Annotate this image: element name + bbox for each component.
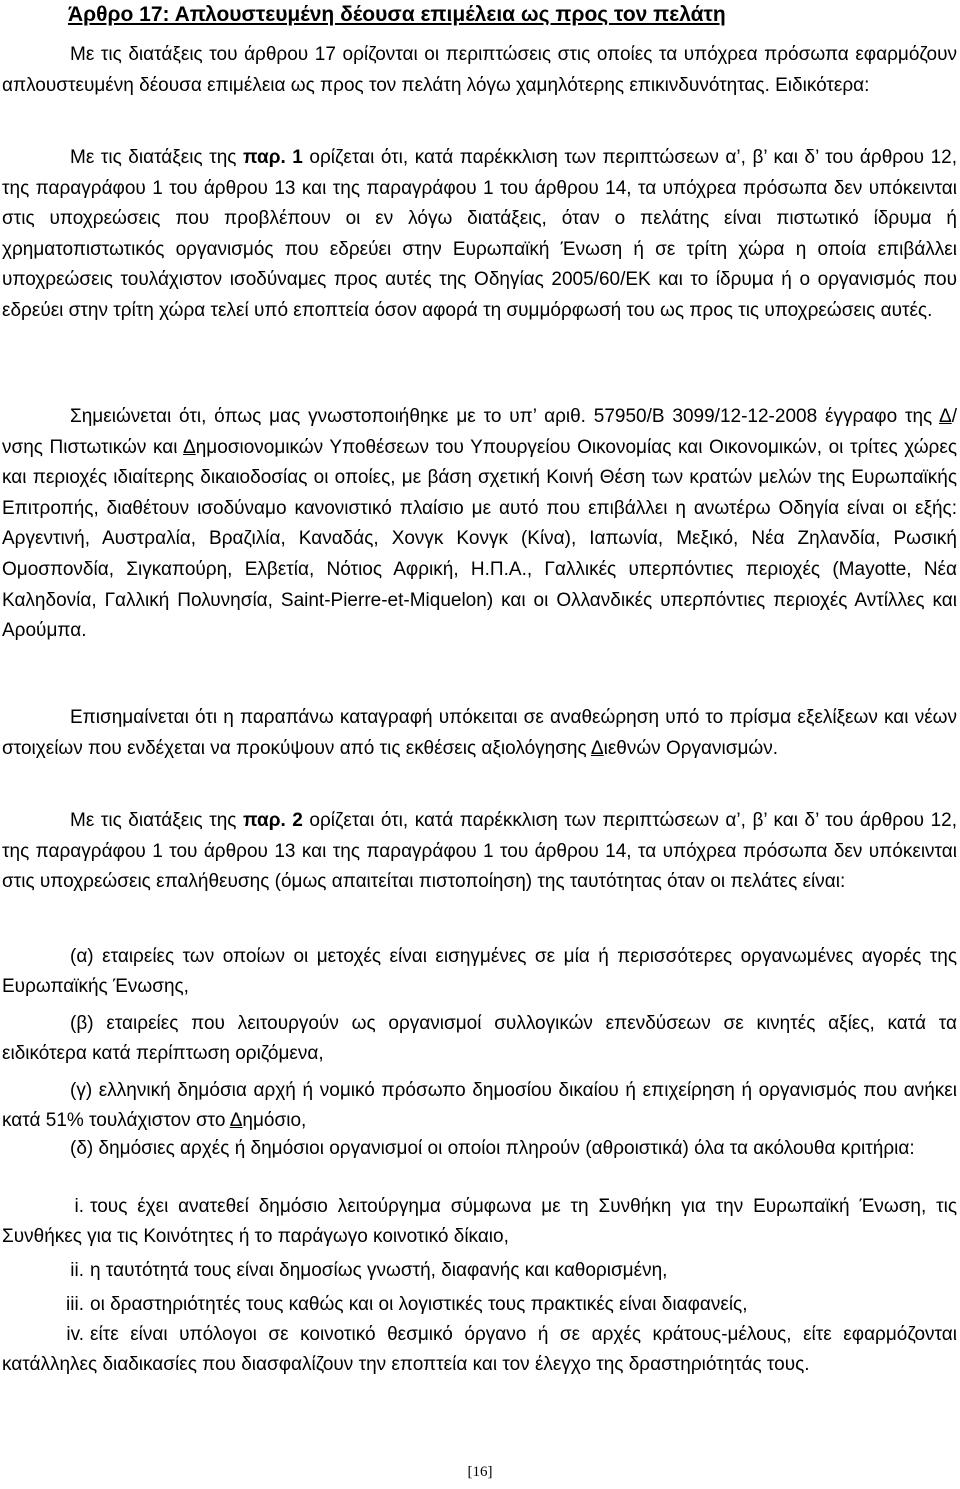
paragraph-third-countries — [2, 402, 957, 647]
criterion-iv-text: είτε είναι υπόλογοι σε κοινοτικό θεσμικό όργανο ή σε αρχές κράτους-μέλους, είτε εφαρμόζονται κατάλληλες διαδικασίες που διασφαλίζουν την εποπτεία και τον έλεγχο της δραστηριότητάς τους. — [2, 1324, 957, 1375]
criterion-ii — [2, 1256, 957, 1286]
criterion-iii-num: iii. — [66, 1294, 84, 1315]
list-item-c — [2, 1076, 957, 1136]
criterion-iv — [2, 1320, 957, 1380]
rev-part2: ιεθνών Οργανισμών. — [603, 737, 779, 759]
criterion-ii-num: ii. — [70, 1260, 84, 1281]
intro-paragraph: Με τις διατάξεις του άρθρου 17 ορίζονται οι περιπτώσεις στις οποίες τα υπόχρεα πρόσωπα εφαρμόζουν απλουστευμένη δέουσα επιμέλεια ως προς τον πελάτη λόγω χαμηλότερης επικινδυνότητας. Ειδικότερα: — [2, 44, 957, 96]
criterion-ii-text: η ταυτότητά τους είναι δημοσίως γνωστή, διαφανής και καθορισμένη, — [90, 1260, 668, 1281]
par2-text: ορίζεται ότι, κατά παρέκκλιση των περιπτώσεων α’, β’ και δ’ του άρθρου 12, της παραγράφου 1 του άρθρου 13 και της παραγράφου 1 του άρθρου 14, τα υπόχρεα πρόσωπα δεν υπόκεινται στις υποχρεώσεις επαλήθευσης (όμως απαιτείται πιστοποίηση) της ταυτότητας όταν οι πελάτες είναι: — [2, 810, 957, 893]
criterion-iv-num: iv. — [66, 1324, 84, 1345]
tc-underlined-d2: Δ — [183, 436, 196, 458]
item-c-underlined-d: Δ — [229, 1110, 243, 1131]
item-c-part1: (γ) ελληνική δημόσια αρχή ή νομικό πρόσωπο δημοσίου δικαίου ή επιχείρηση ή οργανισμός που ανήκει κατά 51% τουλάχιστον στο — [2, 1080, 957, 1131]
paragraph-par2 — [2, 806, 957, 898]
criterion-i-text: τους έχει ανατεθεί δημόσιο λειτούργημα σύμφωνα με τη Συνθήκη για την Ευρωπαϊκή Ένωση, τις Συνθήκες για τις Κοινότητες ή το παράγωγο κοινοτικό δίκαιο, — [2, 1196, 957, 1247]
paragraph-revision-note — [2, 703, 957, 764]
par2-ref: παρ. 2 — [243, 810, 303, 831]
tc-part1: Σημειώνεται ότι, όπως μας γνωστοποιήθηκε με το υπ’ αριθ. 57950/Β 3099/12-12-2008 έγγραφο της — [70, 406, 940, 427]
par1-ref: παρ. 1 — [243, 147, 303, 168]
rev-part1: Επισημαίνεται ότι η παραπάνω καταγραφή υπόκειται σε αναθεώρηση υπό το πρίσμα εξελίξεων και νέων στοιχείων που ενδέχεται να προκύψουν από τις εκθέσεις αξιολόγησης — [2, 707, 957, 759]
rev-underlined-d: Δ — [590, 737, 604, 759]
par1-lead: Με τις διατάξεις της — [70, 147, 243, 168]
paragraph-par1 — [2, 143, 957, 327]
list-item-a: (α) εταιρείες των οποίων οι μετοχές είναι εισηγμένες σε μία ή περισσότερες οργανωμένες αγορές της Ευρωπαϊκής Ένωσης, — [2, 946, 957, 997]
criterion-i-num: i. — [74, 1196, 84, 1217]
list-item-b: (β) εταιρείες που λειτουργούν ως οργανισμοί συλλογικών επενδύσεων σε κινητές αξίες, κατά τα ειδικότερα κατά περίπτωση οριζόμενα, — [2, 1013, 957, 1064]
tc-underlined-d1: Δ — [939, 406, 952, 427]
par2-lead: Με τις διατάξεις της — [70, 810, 243, 831]
item-c-part2: ημόσιο, — [242, 1110, 307, 1131]
list-item-d: (δ) δημόσιες αρχές ή δημόσιοι οργανισμοί οι οποίοι πληρούν (αθροιστικά) όλα τα ακόλουθα κριτήρια: — [70, 1138, 915, 1159]
tc-part2: /νσης Πιστωτικών και — [2, 406, 957, 458]
criterion-i — [2, 1192, 957, 1252]
criterion-iii-text: οι δραστηριότητές τους καθώς και οι λογιστικές τους πρακτικές είναι διαφανείς, — [90, 1294, 748, 1315]
par1-text: ορίζεται ότι, κατά παρέκκλιση των περιπτώσεων α’, β’ και δ’ του άρθρου 12, της παραγράφου 1 του άρθρου 13 και της παραγράφου 1 του άρθρου 14, τα υπόχρεα πρόσωπα δεν υπόκεινται στις υποχρεώσεις που προβλέπουν οι εν λόγω διατάξεις, όταν ο πελάτης είναι πιστωτικό ίδρυμα ή χρηματοπιστωτικός οργανισμός που εδρεύει στην Ευρωπαϊκή Ένωση ή σε τρίτη χώρα η οποία επιβάλλει υποχρεώσεις τουλάχιστον ισοδύναμες προς αυτές της Οδηγίας 2005/60/ΕΚ και το ίδρυμα ή ο οργανισμός που εδρεύει στην τρίτη χώρα τελεί υπό εποπτεία όσον αφορά τη συμμόρφωσή του ως προς τις υποχρεώσεις αυτές. — [2, 147, 957, 321]
page-number: [16] — [467, 1464, 493, 1480]
article-title: Άρθρο 17: Απλουστευμένη δέουσα επιμέλεια ως προς τον πελάτη — [68, 3, 726, 26]
criterion-iii — [2, 1290, 957, 1320]
tc-part3: ημοσιονομικών Υποθέσεων του Υπουργείου Οικονομίας και Οικονομικών, οι τρίτες χώρες και περιοχές ιδιαίτερης δικαιοδοσίας οι οποίες, με βάση σχετική Κοινή Θέση των κρατών μελών της Ευρωπαϊκής Επιτροπής, διαθέτουν ισοδύναμο κανονιστικό πλαίσιο με αυτό που επιβάλλει η ανωτέρω Οδηγία είναι οι εξής: Αργεντινή, Αυστραλία, Βραζιλία, Καναδάς, Χονγκ Κονγκ (Κίνα), Ιαπωνία, Μεξικό, Νέα Ζηλανδία, Ρωσική Ομοσπονδία, Σιγκαπούρη, Ελβετία, Νότιος Αφρική, Η.Π.Α., Γαλλικές υπερπόντιες περιοχές (Mayotte, Νέα Καληδονία, Γαλλική Πολυνησία, Saint-Pierre-et-Miquelon) και οι Ολλανδικές υπερπόντιες περιοχές Αντίλλες και Αρούμπα. — [2, 436, 957, 642]
